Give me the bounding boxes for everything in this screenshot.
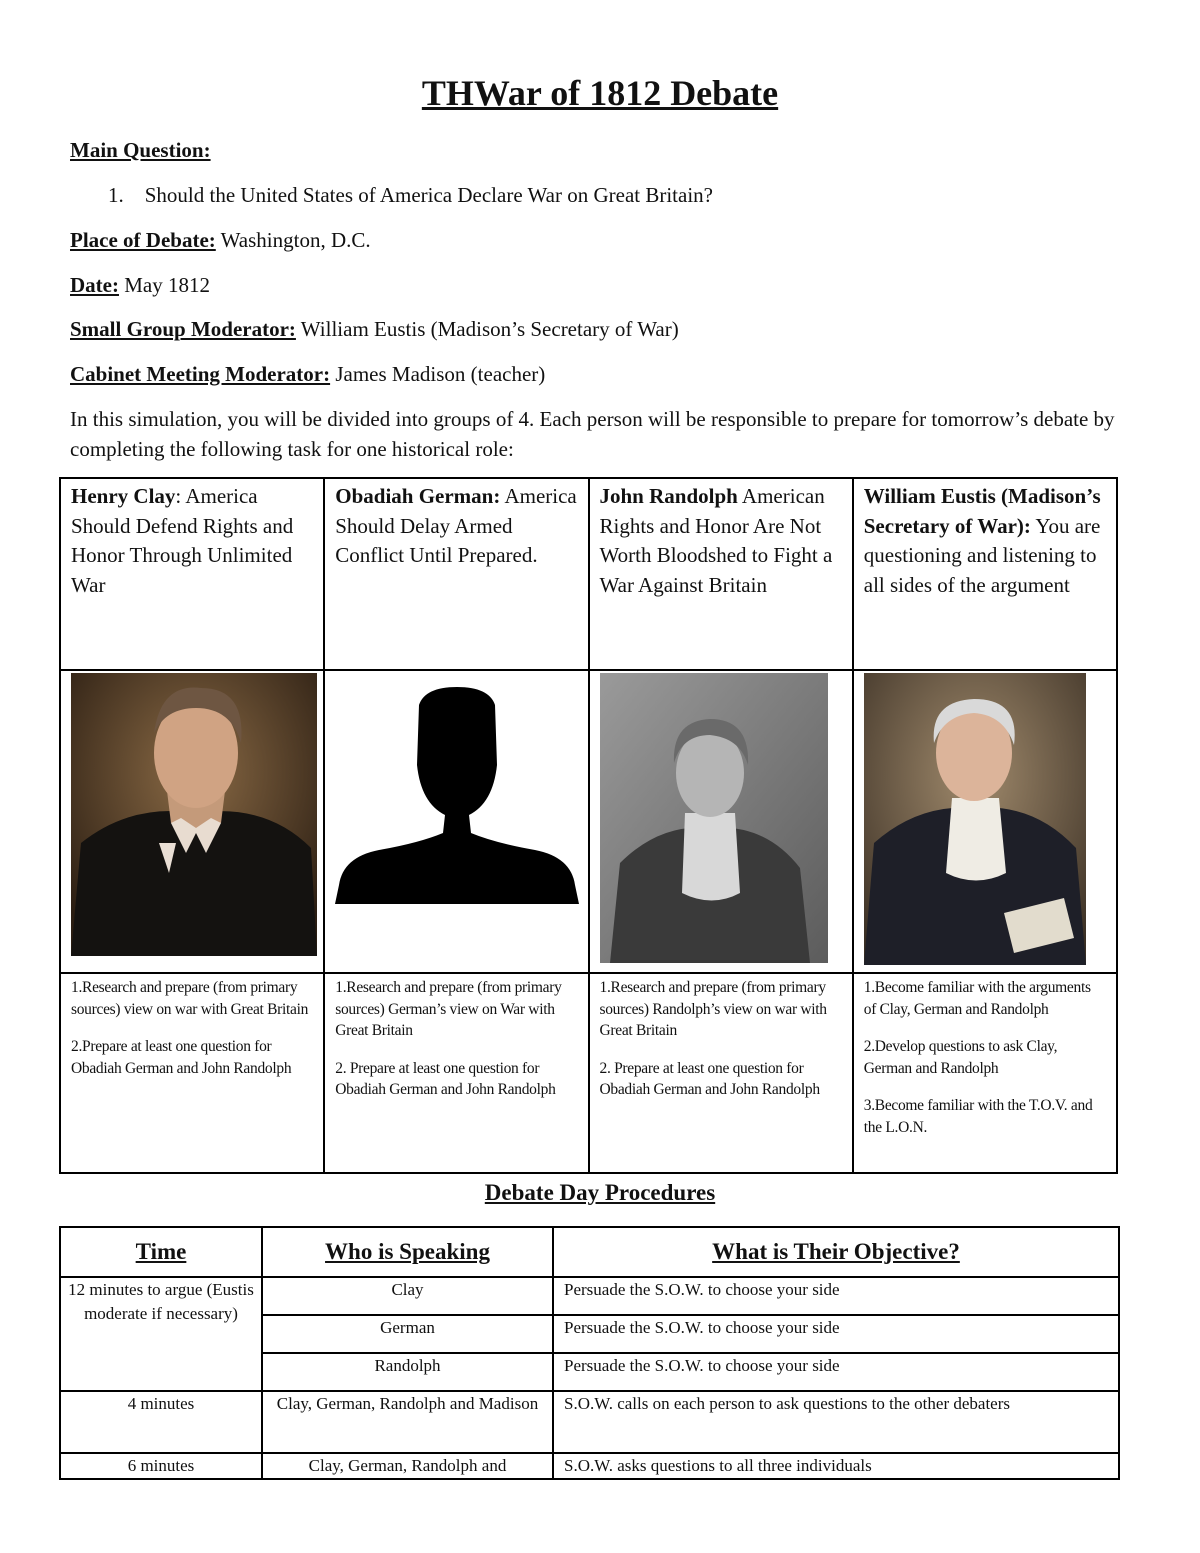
place-line — [70, 226, 371, 254]
role-randolph — [589, 478, 853, 670]
role-position: : America Should Defend Rights and Honor Through Unlimited War — [71, 484, 294, 597]
time-cell: 6 minutes — [60, 1453, 262, 1479]
time-cell: 4 minutes — [60, 1391, 262, 1453]
speaker-cell: Randolph — [262, 1353, 553, 1391]
speaker-cell: Clay, German, Randolph and — [262, 1453, 553, 1479]
role-eustis — [853, 478, 1117, 670]
main-question — [70, 136, 211, 164]
small-group-label: Small Group Moderator: — [70, 317, 296, 341]
role-name: William Eustis (Madison’s Secretary of War): — [863, 484, 1101, 538]
john-randolph-portrait — [600, 673, 828, 963]
place-label: Place of Debate: — [70, 228, 216, 252]
photo-cell-german — [324, 670, 588, 973]
table-row — [60, 1391, 1119, 1453]
objective-cell: Persuade the S.O.W. to choose your side — [553, 1353, 1119, 1391]
task-item: 2. Prepare at least one question for Obadiah German and John Randolph — [599, 1059, 820, 1098]
cabinet-value: James Madison (teacher) — [330, 362, 546, 386]
header-objective: What is Their Objective? — [553, 1227, 1119, 1277]
place-value: Washington, D.C. — [215, 228, 371, 252]
task-item: 2.Develop questions to ask Clay, German and Randolph — [863, 1038, 1058, 1077]
task-item: 2.Prepare at least one question for Obadiah German and John Randolph — [71, 1038, 292, 1077]
objective-cell: Persuade the S.O.W. to choose your side — [553, 1277, 1119, 1315]
task-item: 1.Research and prepare (from primary sources) German’s view on War with Great Britain — [335, 979, 562, 1039]
objective-cell: S.O.W. calls on each person to ask questions to the other debaters — [553, 1391, 1119, 1453]
role-position: You are questioning and listening to all sides of the argument — [863, 513, 1101, 597]
main-question-label: Main Question: — [70, 138, 211, 162]
role-position: American Rights and Honor Are Not Worth Bloodshed to Fight a War Against Britain — [599, 484, 833, 597]
henry-clay-portrait — [71, 673, 317, 956]
role-name: Henry Clay — [71, 484, 176, 508]
question-number: 1. — [108, 183, 124, 207]
william-eustis-portrait — [864, 673, 1086, 965]
cabinet-line — [70, 360, 545, 388]
date-value: May 1812 — [118, 273, 210, 297]
tasks-randolph — [589, 973, 853, 1173]
question-text: Should the United States of America Declare War on Great Britain? — [144, 183, 713, 207]
objective-cell: S.O.W. asks questions to all three individuals — [553, 1453, 1119, 1479]
page-title: THWar of 1812 Debate — [421, 73, 779, 113]
role-name: John Randolph — [599, 484, 738, 508]
procedures-table — [59, 1226, 1120, 1480]
silhouette-icon — [335, 685, 579, 904]
role-position: America Should Delay Armed Conflict Until Prepared. — [335, 484, 577, 567]
objective-cell: Persuade the S.O.W. to choose your side — [553, 1315, 1119, 1353]
table-row — [60, 1453, 1119, 1479]
header-time: Time — [60, 1227, 262, 1277]
role-german — [324, 478, 588, 670]
table-row — [60, 1277, 1119, 1315]
photo-cell-eustis — [853, 670, 1117, 973]
task-item: 1.Become familiar with the arguments of Clay, German and Randolph — [863, 979, 1091, 1018]
small-group-line — [70, 315, 679, 343]
cabinet-label: Cabinet Meeting Moderator: — [70, 362, 331, 386]
task-item: 1.Research and prepare (from primary sources) view on war with Great Britain — [71, 979, 309, 1018]
role-clay — [60, 478, 324, 670]
intro-paragraph: In this simulation, you will be divided into groups of 4. Each person will be responsible to prepare for tomorrow’s debate by completing the following task for one historical role: — [70, 407, 1115, 461]
photo-cell-clay — [60, 670, 324, 973]
photo-cell-randolph — [589, 670, 853, 973]
speaker-cell: Clay — [262, 1277, 553, 1315]
date-label: Date: — [70, 273, 119, 297]
speaker-cell: German — [262, 1315, 553, 1353]
date-line — [70, 271, 210, 299]
question-item — [108, 181, 713, 209]
time-cell: 12 minutes to argue (Eustis moderate if necessary) — [60, 1277, 262, 1391]
small-group-value: William Eustis (Madison’s Secretary of War) — [295, 317, 679, 341]
speaker-cell: Clay, German, Randolph and Madison — [262, 1391, 553, 1453]
tasks-german — [324, 973, 588, 1173]
task-item: 2. Prepare at least one question for Obadiah German and John Randolph — [335, 1059, 556, 1098]
tasks-eustis — [853, 973, 1117, 1173]
role-name: Obadiah German: — [335, 484, 501, 508]
tasks-clay — [60, 973, 324, 1173]
task-item: 1.Research and prepare (from primary sources) Randolph’s view on war with Great Britain — [599, 979, 827, 1039]
procedures-title: Debate Day Procedures — [484, 1180, 716, 1205]
header-speaker: Who is Speaking — [262, 1227, 553, 1277]
task-item: 3.Become familiar with the T.O.V. and the L.O.N. — [863, 1097, 1093, 1136]
roles-table — [59, 477, 1118, 1174]
